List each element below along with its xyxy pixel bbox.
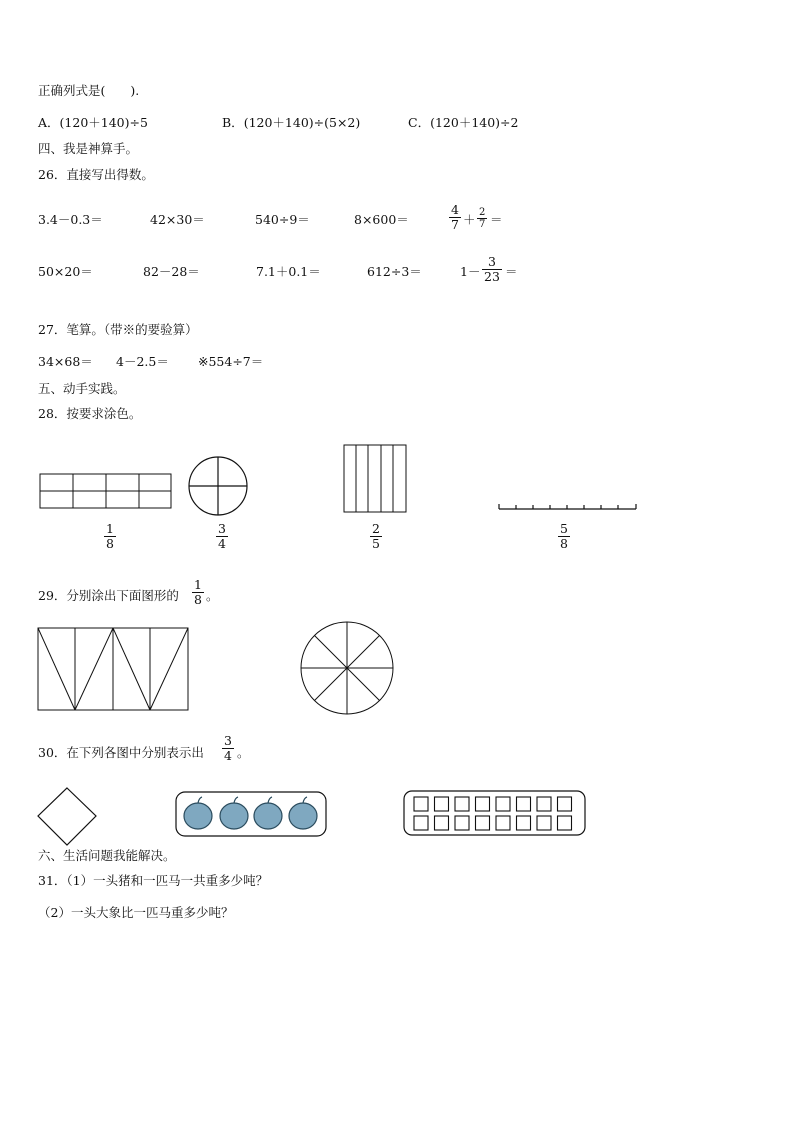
- q26-item: 8×600＝: [354, 212, 409, 227]
- grid-square: [558, 816, 572, 830]
- q25-stem: 正确列式是( ).: [38, 83, 140, 98]
- diamond-figure: [38, 788, 96, 845]
- q26-item: 612÷3＝: [367, 264, 422, 279]
- q29-title: 29．分别涂出下面图形的: [38, 588, 179, 603]
- section5-heading: 五、动手实践。: [38, 381, 126, 396]
- grid-square: [414, 816, 428, 830]
- grid-square: [517, 816, 531, 830]
- q26-item: 540÷9＝: [255, 212, 310, 227]
- q25-option-a: A．(120＋140)÷5: [38, 115, 148, 130]
- apple-icon: [289, 797, 317, 829]
- grid-square: [496, 816, 510, 830]
- q27-item: 34×68＝: [38, 354, 93, 369]
- q30-title: 30．在下列各图中分别表示出: [38, 745, 204, 760]
- grid-square: [414, 797, 428, 811]
- q28-fraction-label: 1 8: [106, 521, 114, 551]
- grid-square: [476, 816, 490, 830]
- q26-item: 3.4－0.3＝: [38, 212, 103, 227]
- q28-fraction-label: 2 5: [372, 521, 380, 551]
- grid-square: [558, 797, 572, 811]
- q26-frac-3-23: 3 23: [484, 254, 500, 284]
- q26-frac-2-7: 2 7: [479, 207, 486, 230]
- grid-square: [455, 816, 469, 830]
- grid-square: [517, 797, 531, 811]
- q25-option-c: C．(120＋140)÷2: [408, 115, 519, 130]
- q27-item: 4－2.5＝: [116, 354, 169, 369]
- grid-square: [537, 816, 551, 830]
- q26-item: 42×30＝: [150, 212, 205, 227]
- q31-part2: （2）一头大象比一匹马重多少吨？: [38, 905, 234, 920]
- q29-title-end: 。: [206, 588, 219, 603]
- q26-frac-4-7: 4 7: [451, 202, 459, 232]
- q27-title: 27．笔算。（带※的要验算）: [38, 322, 198, 337]
- square-grid-box-figure: [404, 791, 585, 835]
- q27-item: ※554÷7＝: [198, 354, 264, 369]
- grid-square: [476, 797, 490, 811]
- q28-fraction-label: 5 8: [560, 521, 568, 551]
- section4-heading: 四、我是神算手。: [38, 141, 139, 156]
- q26-equals: ＝: [505, 264, 518, 279]
- q26-item: 50×20＝: [38, 264, 93, 279]
- q26-equals: ＝: [490, 212, 503, 227]
- q31-part1: 31．（1）一头猪和一匹马一共重多少吨？: [38, 873, 269, 888]
- grid-square: [435, 797, 449, 811]
- q26-title: 26．直接写出得数。: [38, 167, 154, 182]
- section6-heading: 六、生活问题我能解决。: [38, 848, 176, 863]
- q29-title-fraction: 1 8: [194, 577, 202, 607]
- q30-title-fraction: 3 4: [224, 733, 232, 763]
- q28-fraction-label: 3 4: [218, 521, 226, 551]
- grid-square: [435, 816, 449, 830]
- q30-title-end: 。: [237, 745, 250, 760]
- grid-square: [455, 797, 469, 811]
- grid-square: [496, 797, 510, 811]
- q26-one-minus: 1－: [460, 264, 481, 279]
- apple-icon: [184, 797, 212, 829]
- q26-item: 82－28＝: [143, 264, 200, 279]
- q26-plus: ＋: [463, 212, 476, 227]
- q26-item: 7.1＋0.1＝: [256, 264, 321, 279]
- q28-title: 28．按要求涂色。: [38, 406, 142, 421]
- apple-icon: [220, 797, 248, 829]
- grid-square: [537, 797, 551, 811]
- q25-option-b: B．(120＋140)÷(5×2): [222, 115, 361, 130]
- apple-box-figure: [176, 792, 326, 836]
- apple-icon: [254, 797, 282, 829]
